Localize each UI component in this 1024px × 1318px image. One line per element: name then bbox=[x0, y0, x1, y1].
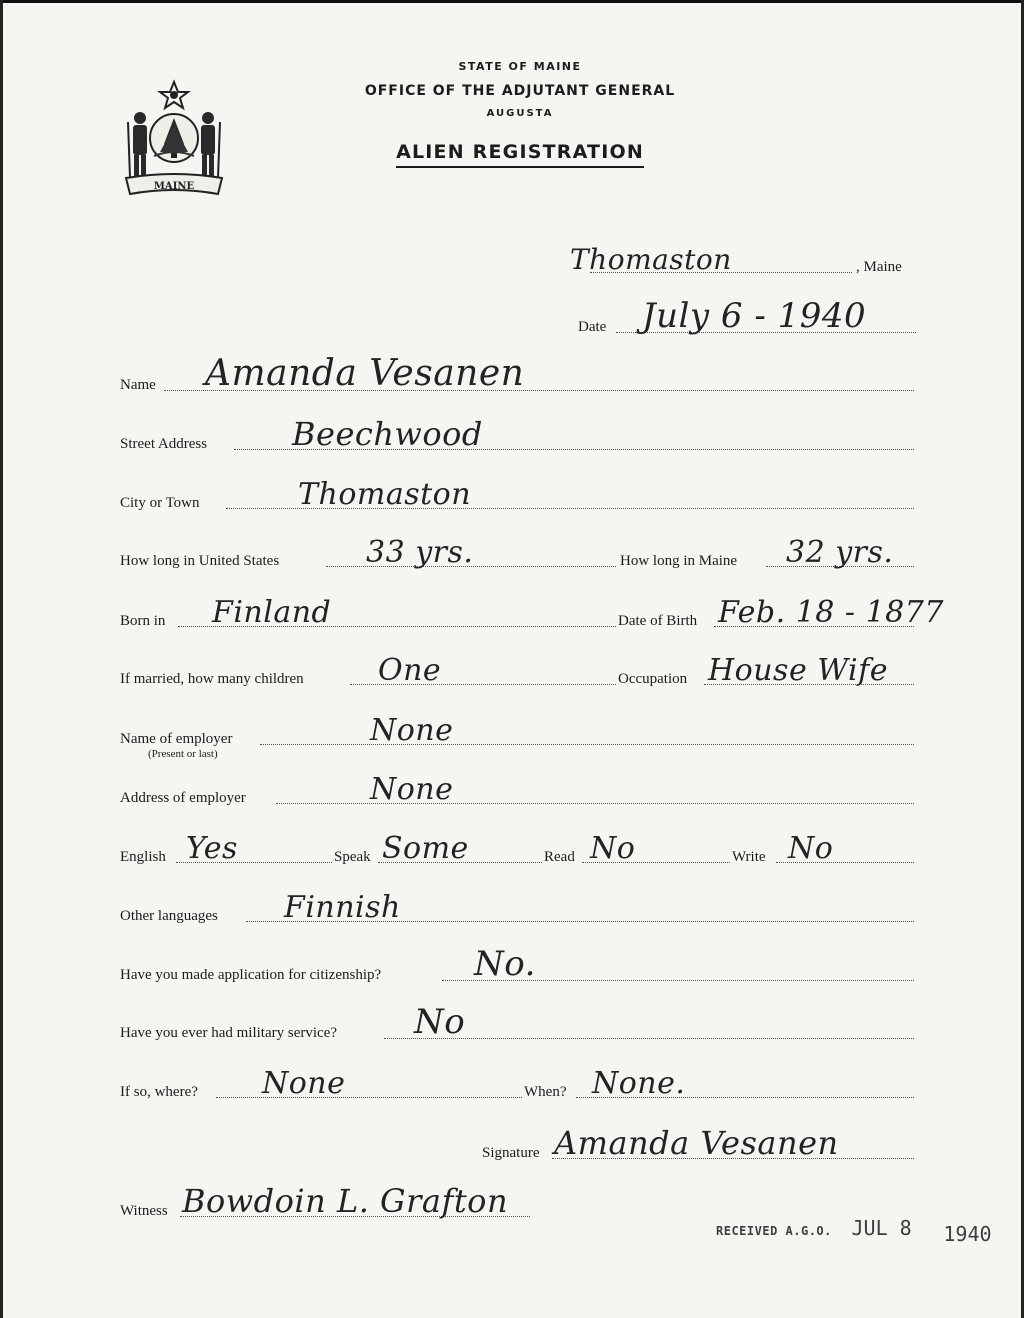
occupation-label: Occupation bbox=[618, 671, 688, 687]
date-of-birth-value: Feb. 18 - 1877 bbox=[718, 595, 944, 630]
date-value: July 6 - 1940 bbox=[642, 296, 867, 336]
english-label: English bbox=[120, 849, 166, 865]
english-value: Yes bbox=[186, 831, 238, 866]
date-row bbox=[578, 296, 923, 340]
language-ability-row bbox=[120, 830, 920, 870]
employer-address-label: Address of employer bbox=[120, 790, 246, 806]
signature-label: Signature bbox=[482, 1145, 540, 1161]
write-label: Write bbox=[732, 849, 766, 865]
date-of-birth-label: Date of Birth bbox=[618, 613, 698, 629]
born-in-value: Finland bbox=[212, 595, 332, 630]
header-city: AUGUSTA bbox=[486, 108, 554, 119]
employer-name-sublabel: (Present or last) bbox=[148, 748, 218, 760]
citizenship-row bbox=[120, 944, 920, 988]
witness-value: Bowdoin L. Grafton bbox=[182, 1182, 509, 1220]
svg-text:MAINE: MAINE bbox=[153, 181, 195, 192]
street-address-value: Beechwood bbox=[292, 415, 483, 453]
place-value: Thomaston bbox=[570, 243, 732, 276]
scan-border-top bbox=[0, 0, 1024, 3]
signature-value: Amanda Vesanen bbox=[554, 1124, 839, 1162]
years-in-maine-label: How long in Maine bbox=[620, 553, 738, 569]
employer-name-value: None bbox=[370, 713, 454, 748]
speak-value: Some bbox=[382, 831, 469, 866]
years-in-us-value: 33 yrs. bbox=[366, 535, 474, 570]
stamp-month-day: JUL 8 bbox=[851, 1216, 912, 1240]
employer-address-value: None bbox=[370, 772, 454, 807]
header-office: OFFICE OF THE ADJUTANT GENERAL bbox=[364, 83, 676, 99]
write-value: No bbox=[788, 831, 834, 866]
place-row bbox=[560, 240, 930, 280]
years-in-us-label: How long in United States bbox=[120, 553, 280, 569]
children-label: If married, how many children bbox=[120, 671, 304, 687]
years-in-maine-value: 32 yrs. bbox=[786, 535, 894, 570]
if-so-where-label: If so, where? bbox=[120, 1084, 198, 1100]
other-languages-row bbox=[120, 889, 920, 929]
name-row bbox=[120, 353, 920, 398]
city-label: City or Town bbox=[120, 495, 200, 511]
witness-row bbox=[120, 1184, 640, 1224]
form-title: ALIEN REGISTRATION bbox=[396, 141, 644, 168]
family-occupation-row bbox=[120, 652, 920, 692]
street-address-label: Street Address bbox=[120, 436, 208, 452]
when-label: When? bbox=[524, 1084, 567, 1100]
children-value: One bbox=[378, 653, 442, 688]
city-value: Thomaston bbox=[298, 477, 472, 512]
employer-name-row bbox=[120, 712, 920, 752]
name-label: Name bbox=[120, 377, 156, 393]
birth-row bbox=[120, 594, 944, 634]
other-languages-label: Other languages bbox=[120, 908, 218, 924]
employer-name-line bbox=[260, 744, 914, 745]
military-service-value: No bbox=[414, 1002, 466, 1042]
military-service-label: Have you ever had military service? bbox=[120, 1025, 337, 1041]
signature-row bbox=[482, 1126, 920, 1166]
if-so-where-value: None bbox=[262, 1066, 346, 1101]
received-stamp bbox=[716, 1216, 992, 1246]
street-address-row bbox=[120, 417, 920, 457]
occupation-value: House Wife bbox=[708, 653, 888, 688]
place-suffix: , Maine bbox=[856, 259, 902, 275]
date-label: Date bbox=[578, 319, 607, 335]
stamp-year: 1940 bbox=[943, 1222, 992, 1246]
witness-label: Witness bbox=[120, 1203, 168, 1219]
citizenship-label: Have you made application for citizenship? bbox=[120, 967, 382, 983]
city-row bbox=[120, 476, 920, 516]
born-in-label: Born in bbox=[120, 613, 166, 629]
stamp-received-text: RECEIVED A.G.O. bbox=[716, 1224, 832, 1238]
employer-name-label: Name of employer bbox=[120, 731, 233, 747]
read-value: No bbox=[590, 831, 636, 866]
service-details-row bbox=[120, 1065, 920, 1105]
citizenship-value: No. bbox=[474, 944, 536, 984]
read-label: Read bbox=[544, 849, 575, 865]
residence-duration-row bbox=[120, 534, 920, 574]
header-state: STATE OF MAINE bbox=[458, 60, 582, 73]
scan-border-left bbox=[0, 0, 3, 1318]
when-value: None. bbox=[592, 1066, 686, 1101]
employer-address-row bbox=[120, 771, 920, 811]
form-header bbox=[0, 60, 1024, 168]
military-service-row bbox=[120, 1002, 920, 1046]
name-value: Amanda Vesanen bbox=[205, 353, 525, 394]
other-languages-value: Finnish bbox=[284, 890, 401, 925]
speak-label: Speak bbox=[334, 849, 371, 865]
